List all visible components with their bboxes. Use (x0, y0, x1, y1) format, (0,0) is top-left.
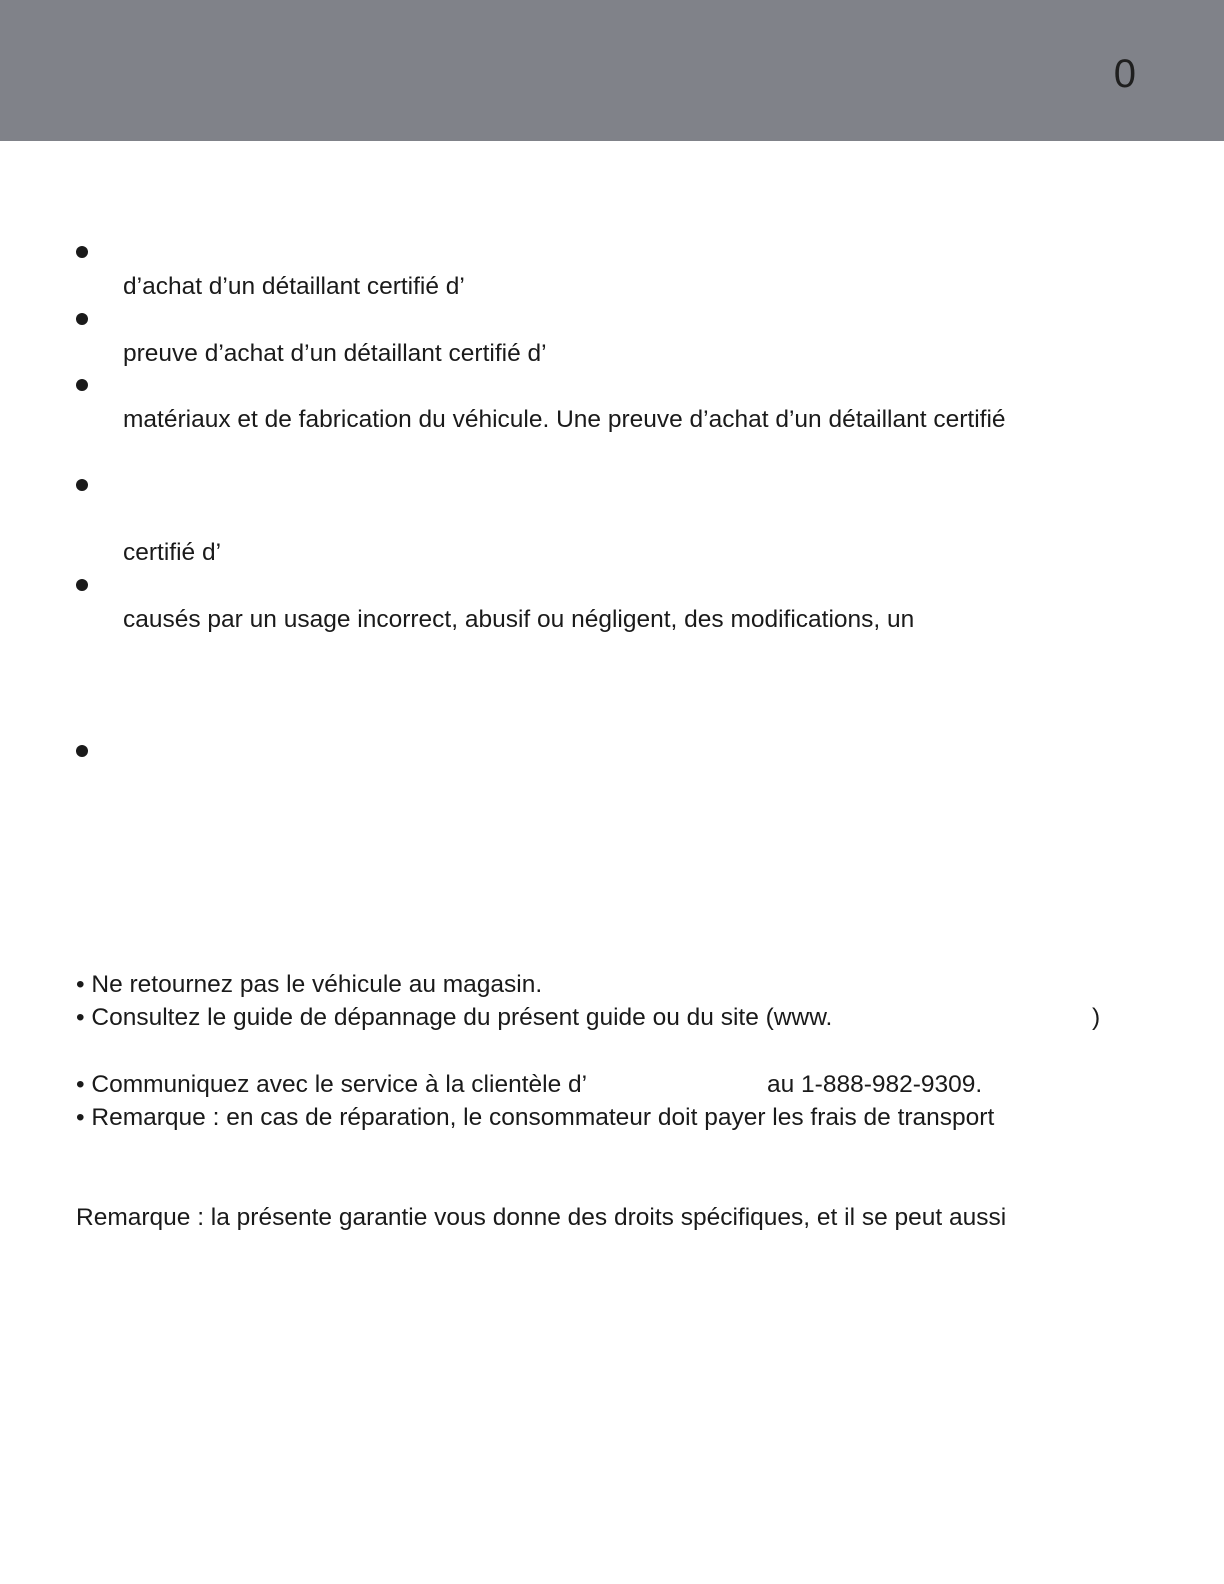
warranty-item-5-text: causés par un usage incorrect, abusif ou négligent, des modifications, un (123, 606, 915, 633)
warranty-item-4-text: certifié d’ (123, 539, 222, 566)
bullet-6 (76, 745, 88, 757)
bullet-1 (76, 246, 88, 258)
header-bar (0, 0, 1224, 141)
warranty-item-3-text: matériaux et de fabrication du véhicule. Une preuve d’achat d’un détaillant certifié (123, 406, 1006, 433)
bullet-3 (76, 379, 88, 391)
service-item-3: • Communiquez avec le service à la clientèle d’ (76, 1071, 588, 1098)
warranty-item-2-text: preuve d’achat d’un détaillant certifié d’ (123, 340, 547, 367)
page-number: 0 (1113, 52, 1136, 96)
bullet-5 (76, 579, 88, 591)
bullet-2 (76, 313, 88, 325)
warranty-item-1-text: d’achat d’un détaillant certifié d’ (123, 273, 465, 300)
customer-service-phone: au 1-888-982-9309. (767, 1071, 983, 1098)
service-item-4: • Remarque : en cas de réparation, le consommateur doit payer les frais de transport (76, 1104, 995, 1131)
service-item-1: • Ne retournez pas le véhicule au magasin. (76, 971, 543, 998)
legal-note: Remarque : la présente garantie vous donne des droits spécifiques, et il se peut aussi (76, 1204, 1007, 1231)
bullet-4 (76, 479, 88, 491)
service-item-2: • Consultez le guide de dépannage du présent guide ou du site (www. (76, 1004, 833, 1031)
closing-paren: ) (1092, 1004, 1101, 1031)
